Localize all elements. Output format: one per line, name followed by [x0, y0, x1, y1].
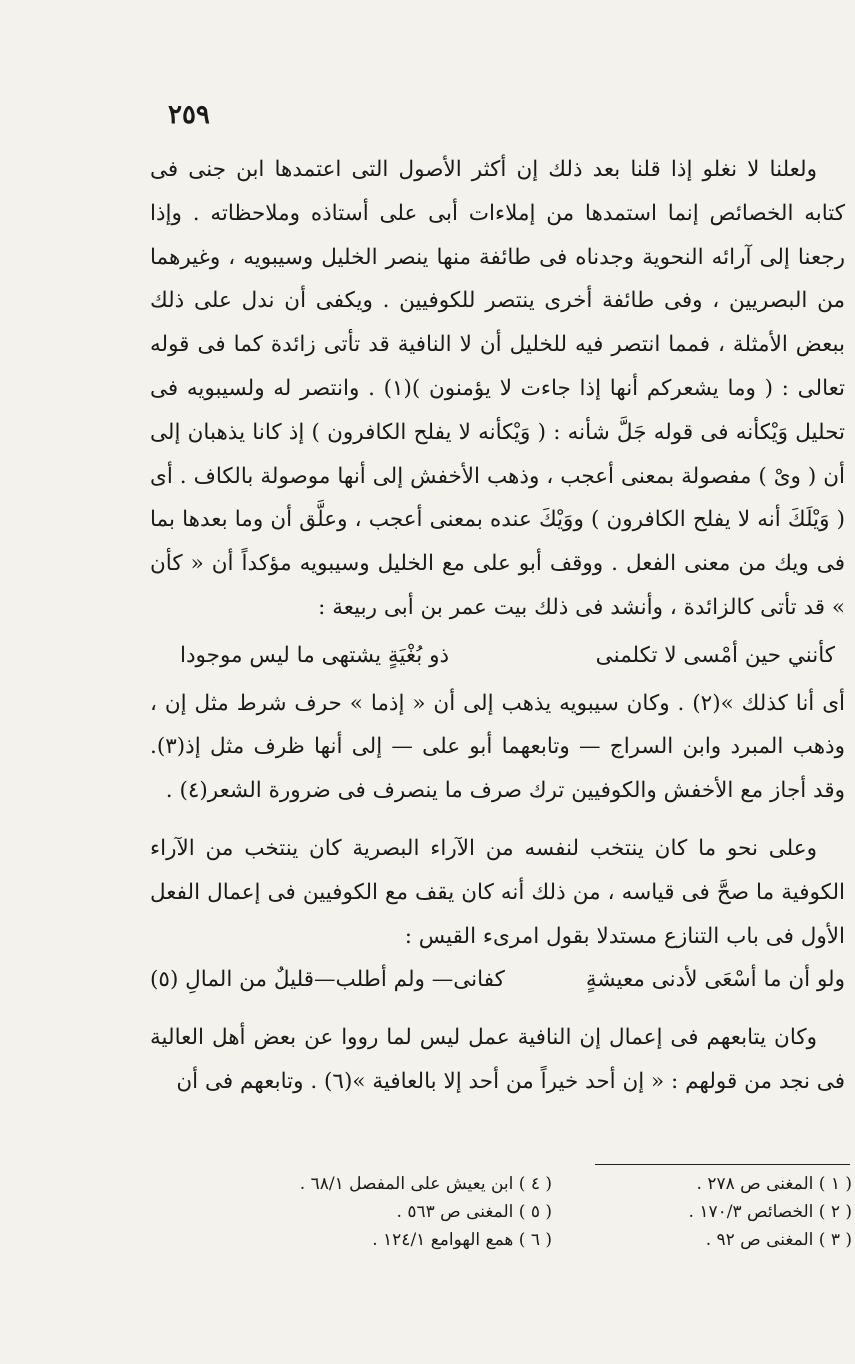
footnote-6: ( ٦ ) همع الهوامع ١٢٤/١ . — [372, 1230, 552, 1250]
footnotes-right-column — [592, 1170, 852, 1254]
verse-2-second-hemistich: كفانى— ولم أطلب—قليلٌ من المالِ (٥) — [150, 967, 505, 993]
poetry-verse-1 — [150, 634, 845, 678]
footnotes-left-column — [252, 1170, 552, 1254]
paragraph-3: وعلى نحو ما كان ينتخب لنفسه من الآراء البصرية كان ينتخب من الآراء الكوفية ما صحَّ فى قياسه ، من ذلك أنه كان يقف مع الكوفيين فى إعمال الفعل الأول فى باب التنازع مستدلا بقول امرىء القيس : — [150, 835, 845, 949]
verse-2-first-hemistich: ولو أن ما أسْعَى لأدنى معيشةٍ — [585, 967, 845, 993]
paragraph-1: ولعلنا لا نغلو إذا قلنا بعد ذلك إن أكثر الأصول التى اعتمدها ابن جنى فى كتابه الخصائص إنما استمدها من إملاءات أبى على أستاذه وملاحظاته . وإذا رجعنا إلى آرائه النحوية وجدناه فى طائفة منها ينصر الخليل وسيبويه ، وغيرهما من البصريين ، وفى طائفة أخرى ينتصر للكوفيين . ويكفى أن ندل على ذلك ببعض الأمثلة ، فمما انتصر فيه للخليل أن لا النافية قد تأتى زائدة كما فى قوله تعالى : ( وما يشعركم أنها إذا جاءت لا يؤمنون )(١) . وانتصر له ولسيبويه فى تحليل وَيْكأنه فى قوله جَلَّ شأنه : ( وَيْكأنه لا يفلح الكافرون ) إذ كانا يذهبان إلى أن ( وىْ ) مفصولة بمعنى أعجب ، وذهب الأخفش إلى أنها موصولة بالكاف . أى ( وَيْلَكَ أنه لا يفلح الكافرون ) ووَيْكَ عنده بمعنى أعجب ، وعلَّق أن وما بعدها بما فى ويك من معنى الفعل . ووقف أبو على مع الخليل وسيبويه مؤكداً أن « كأن » قد تأتى كالزائدة ، وأنشد فى ذلك بيت عمر بن أبى ربيعة : — [150, 157, 845, 620]
verse-1-second-hemistich: ذو بُغْيَةٍ يشتهى ما ليس موجودا — [180, 642, 450, 668]
footnote-3: ( ٣ ) المغنى ص ٩٢ . — [705, 1230, 852, 1250]
footnote-4: ( ٤ ) ابن يعيش على المفصل ٦٨/١ . — [299, 1174, 552, 1194]
footnotes — [200, 1170, 852, 1254]
paragraph-4: وكان يتابعهم فى إعمال إن النافية عمل ليس لما رووا عن بعض أهل العالية فى نجد من قولهم : « إن أحد خيراً من أحد إلا بالعافية »(٦) . وتابعهم فى أن — [150, 1025, 845, 1094]
main-text — [150, 148, 845, 1104]
paragraph-2: أى أنا كذلك »(٢) . وكان سيبويه يذهب إلى أن « إذما » حرف شرط مثل إن ، وذهب المبرد وابن السراج — وتابعهما أبو على — إلى أنها ظرف مثل إذ(٣). وقد أجاز مع الأخفش والكوفيين ترك صرف ما ينصرف فى ضرورة الشعر(٤) . — [150, 690, 845, 804]
poetry-verse-2 — [150, 958, 845, 1002]
footnote-divider — [595, 1164, 850, 1165]
footnote-5: ( ٥ ) المغنى ص ٥٦٣ . — [396, 1202, 552, 1222]
footnote-1: ( ١ ) المغنى ص ٢٧٨ . — [696, 1174, 852, 1194]
footnote-2: ( ٢ ) الخصائص ١٧٠/٣ . — [688, 1202, 852, 1222]
page-number: ٢٥٩ — [168, 100, 210, 130]
verse-1-first-hemistich: كأنني حين أمْسى لا تكلمنى — [595, 642, 835, 668]
